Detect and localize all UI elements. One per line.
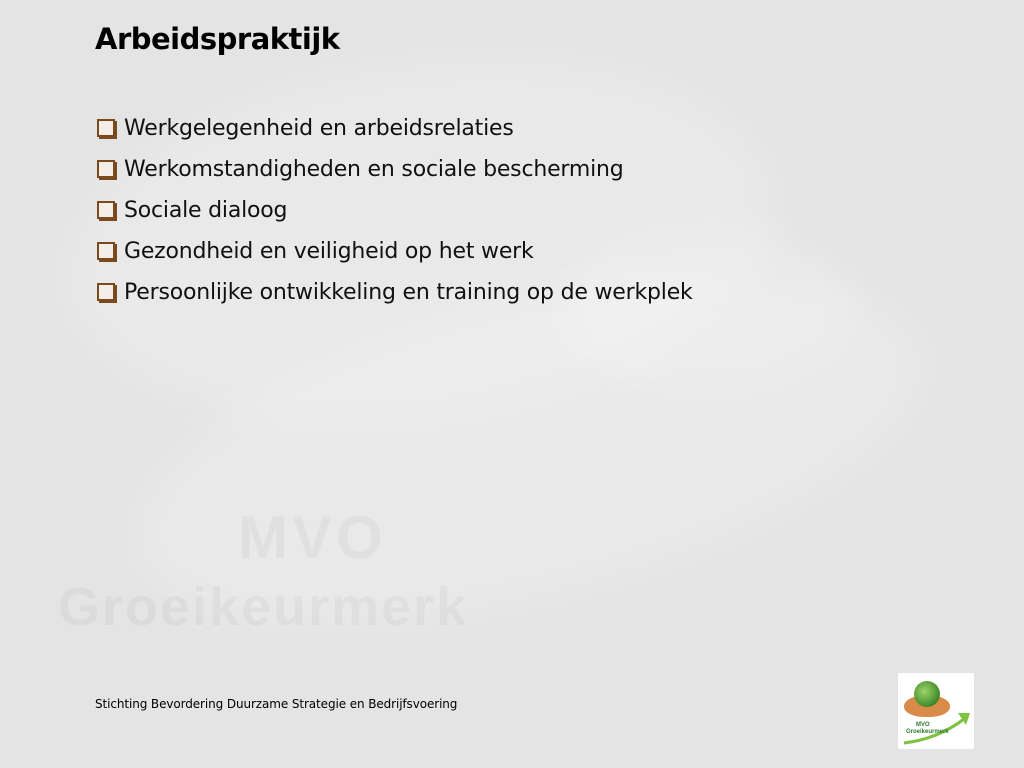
slide-title: Arbeidspraktijk bbox=[95, 22, 340, 56]
bullet-item bbox=[97, 108, 693, 149]
checkbox-bullet-icon bbox=[97, 119, 115, 137]
watermark-text-line2 bbox=[58, 580, 468, 634]
checkbox-bullet-icon bbox=[97, 283, 115, 301]
bullet-text: Persoonlijke ontwikkeling en training op de werkplek bbox=[124, 280, 693, 305]
bullet-item bbox=[97, 231, 693, 272]
watermark-text-line1 bbox=[238, 508, 387, 568]
bullet-item bbox=[97, 190, 693, 231]
bullet-text: Werkgelegenheid en arbeidsrelaties bbox=[124, 116, 514, 141]
bullet-text: Werkomstandigheden en sociale bescherming bbox=[124, 157, 624, 182]
bullet-item bbox=[97, 272, 693, 313]
checkbox-bullet-icon bbox=[97, 242, 115, 260]
checkbox-bullet-icon bbox=[97, 160, 115, 178]
mvo-logo bbox=[898, 673, 974, 749]
bullet-list bbox=[97, 108, 693, 313]
footer-text: Stichting Bevordering Duurzame Strategie en Bedrijfsvoering bbox=[95, 697, 458, 711]
logo-text-line2: Groeikeurmerk bbox=[906, 729, 949, 735]
bullet-item bbox=[97, 149, 693, 190]
logo-text-line1: MVO bbox=[916, 722, 930, 728]
checkbox-bullet-icon bbox=[97, 201, 115, 219]
bullet-text: Sociale dialoog bbox=[124, 198, 288, 223]
growth-arrow-icon bbox=[898, 673, 974, 749]
bullet-text: Gezondheid en veiligheid op het werk bbox=[124, 239, 534, 264]
